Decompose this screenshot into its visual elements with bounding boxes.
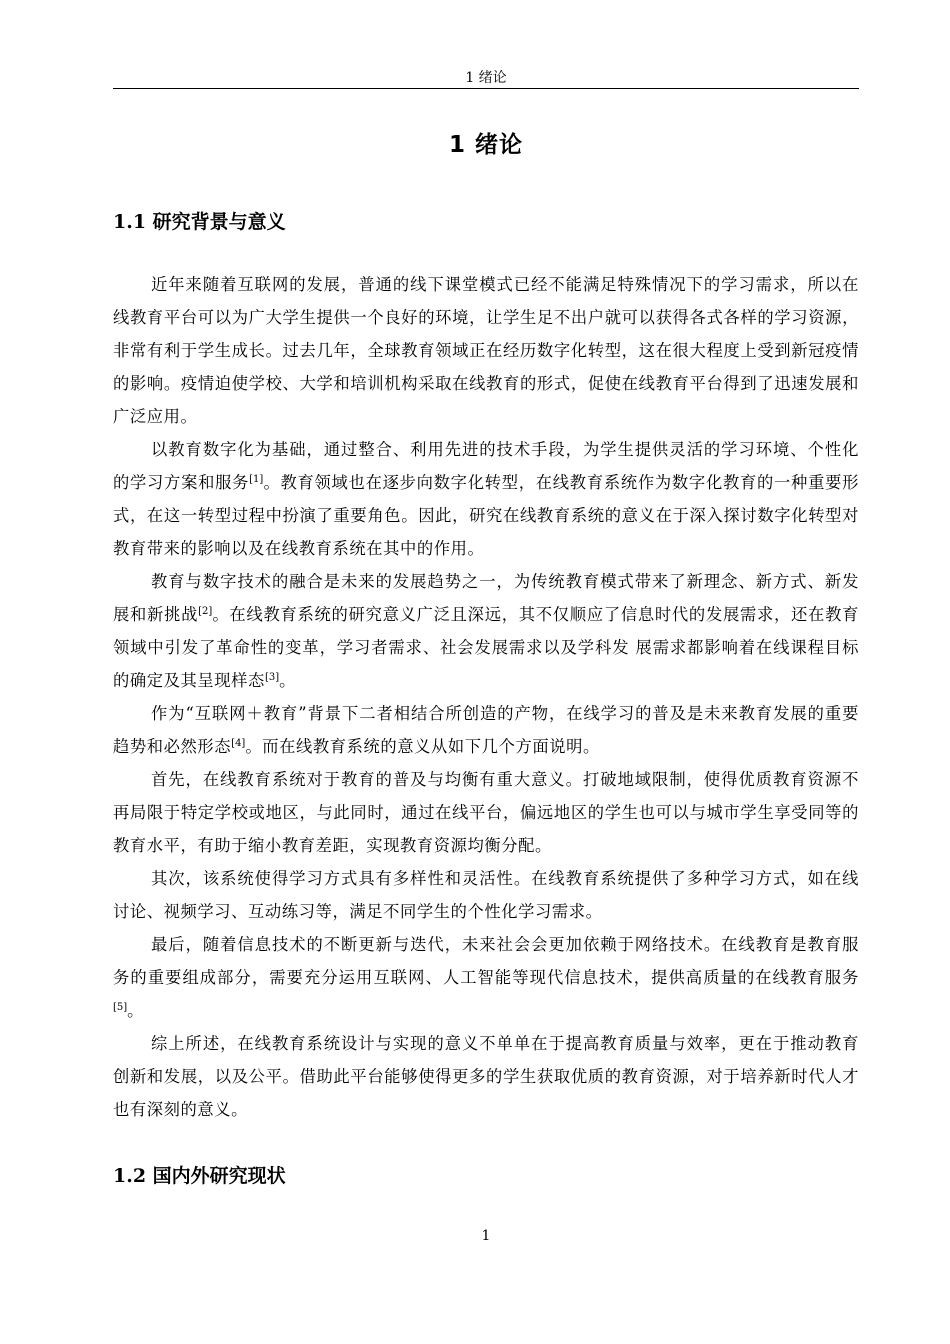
paragraph [113,862,859,928]
page-number: 1 [481,1228,491,1244]
paragraph-text: 其次，该系统使得学习方式具有多样性和灵活性。在线教育系统提供了多种学习方式，如在线讨论、视频学习、互动练习等，满足不同学生的个性化学习需求。 [113,869,859,921]
chapter-title: 1 绪论 [448,132,523,158]
paragraph-text: 。在线教育系统的研究意义广泛且深远，其不仅顺应了信息时代的发展需求，还在教育领域中引发了革命性的变革，学习者需求、社会发展需求以及学科发 展需求都影响着在线课程目标的确定及其呈现样态 [113,605,859,690]
citation-mark: [3] [264,672,280,683]
paragraph-text: 。而在线教育系统的意义从如下几个方面说明。 [245,737,600,756]
paragraph [113,565,859,697]
paragraph-text: 以教育数字化为基础，通过整合、利用先进的技术手段，为学生提供灵活的学习环境、个性化的学习方案和服务 [113,440,859,492]
section-heading-1-2: 1.2 国内外研究现状 [113,1165,286,1187]
citation-mark: [4] [231,738,246,749]
paragraph [113,268,859,433]
paragraph [113,928,859,1027]
header-rule [113,88,859,89]
paragraph [113,763,859,862]
citation-mark: [1] [249,474,264,485]
paragraph-text: 综上所述，在线教育系统设计与实现的意义不单单在于提高教育质量与效率，更在于推动教育创新和发展，以及公平。借助此平台能够使得更多的学生获取优质的教育资源，对于培养新时代人才也有深刻的意义。 [113,1034,859,1119]
paragraph-text: 。教育领域也在逐步向数字化转型，在线教育系统作为数字化教育的一种重要形式，在这一转型过程中扮演了重要角色。因此，研究在线教育系统的意义在于深入探讨数字化转型对教育带来的影响以及在线教育系统在其中的作用。 [113,473,859,558]
section-body [113,268,859,1126]
paragraph-text: 近年来随着互联网的发展，普通的线下课堂模式已经不能满足特殊情况下的学习需求，所以在线教育平台可以为广大学生提供一个良好的环境，让学生足不出户就可以获得各式各样的学习资源，非常有利于学生成长。过去几年，全球教育领域正在经历数字化转型，这在很大程度上受到新冠疫情的影响。疫情迫使学校、大学和培训机构采取在线教育的形式，促使在线教育平台得到了迅速发展和广泛应用。 [113,275,859,426]
running-header: 1 绪论 [465,70,507,86]
paragraph [113,697,859,763]
paragraph [113,433,859,565]
section-heading-1-1: 1.1 研究背景与意义 [113,211,286,233]
paragraph-text: 最后，随着信息技术的不断更新与迭代，未来社会会更加依赖于网络技术。在线教育是教育服务的重要组成部分，需要充分运用互联网、人工智能等现代信息技术，提供高质量的在线教育服务 [113,935,859,987]
paragraph [113,1027,859,1126]
citation-mark: [5] [113,1002,128,1013]
paragraph-text: 教育与数字技术的融合是未来的发展趋势之一，为传统教育模式带来了新理念、新方式、新发展和新挑战 [113,572,859,624]
paragraph-text: 。 [279,671,296,690]
paragraph-text: 首先，在线教育系统对于教育的普及与均衡有重大意义。打破地域限制，使得优质教育资源不再局限于特定学校或地区，与此同时，通过在线平台，偏远地区的学生也可以与城市学生享受同等的教育水平，有助于缩小教育差距，实现教育资源均衡分配。 [113,770,859,855]
paragraph-text: 。 [127,1001,145,1020]
paragraph-text: 作为“互联网＋教育”背景下二者相结合所创造的产物，在线学习的普及是未来教育发展的重要趋势和必然形态 [113,704,859,756]
citation-mark: [2] [198,606,213,617]
